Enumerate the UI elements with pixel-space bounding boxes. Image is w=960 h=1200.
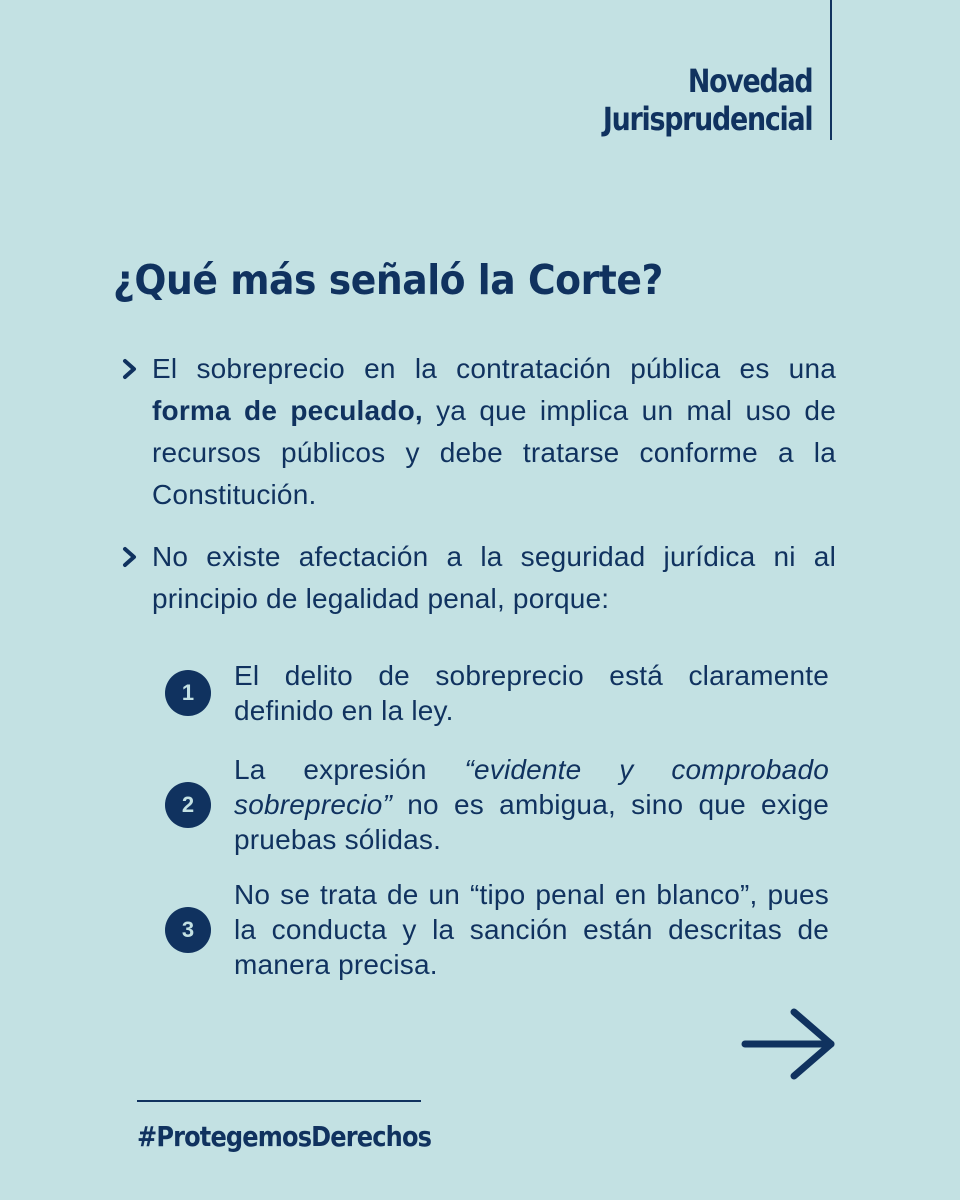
chevron-right-icon xyxy=(120,536,152,568)
numbered-item-text: No se trata de un “tipo penal en blanco”, pues la conducta y la sanción están descritas de manera precisa. xyxy=(234,879,829,980)
bullet-text-end: ya que implica un mal uso de recursos públicos y debe tratarse conforme a la Constitución. xyxy=(152,395,836,510)
bullet-text xyxy=(152,348,836,516)
arrow-right-icon[interactable] xyxy=(740,1006,840,1087)
number-badge: 3 xyxy=(165,907,211,953)
numbered-item-text-start: La expresión xyxy=(234,754,465,785)
number-badge: 2 xyxy=(165,782,211,828)
numbered-item-text: El delito de sobreprecio está claramente definido en la ley. xyxy=(234,660,829,726)
number-badge: 1 xyxy=(165,670,211,716)
bullet-text: No existe afectación a la seguridad jurídica ni al principio de legalidad penal, porque: xyxy=(152,541,836,614)
brand-title xyxy=(603,62,812,138)
bullet-text-bold: forma de peculado, xyxy=(152,395,423,426)
numbered-item-text xyxy=(234,752,829,857)
numbered-item-text-end: no es ambigua, sino que exige pruebas sólidas. xyxy=(234,789,829,855)
numbered-item xyxy=(165,877,829,982)
brand-title-line-2: Jurisprudencial xyxy=(602,100,812,138)
chevron-right-icon xyxy=(120,348,152,380)
brand-title-line-1: Novedad xyxy=(687,62,812,100)
footer-divider xyxy=(137,1100,421,1102)
hashtag: #ProtegemosDerechos xyxy=(137,1120,432,1153)
numbered-item-text-italic: “evidente y comprobado sobreprecio” xyxy=(234,754,829,820)
page-title: ¿Qué más señaló la Corte? xyxy=(113,256,663,304)
bullet-item xyxy=(120,536,836,620)
numbered-item xyxy=(165,752,829,857)
bullet-item xyxy=(120,348,836,516)
vertical-divider xyxy=(830,0,832,140)
bullet-text-start: El sobreprecio en la contratación pública es una xyxy=(152,353,836,384)
numbered-item xyxy=(165,658,829,728)
